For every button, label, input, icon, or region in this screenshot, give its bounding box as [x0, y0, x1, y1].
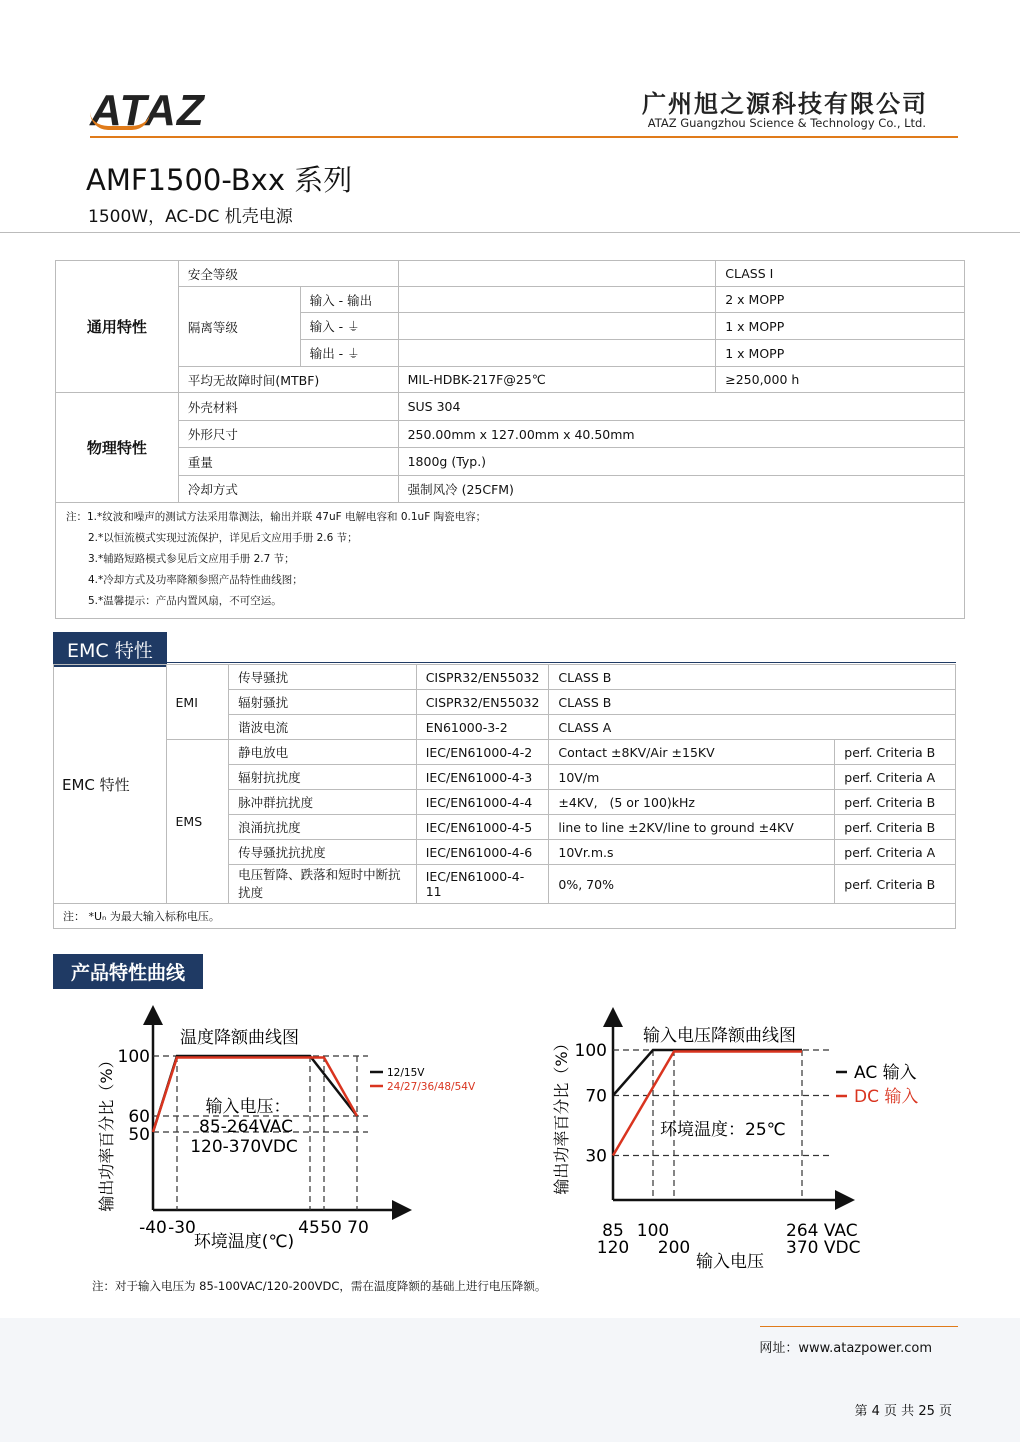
chart1-x-tick: -40	[139, 1218, 167, 1238]
company-logo: ATAZ	[90, 86, 205, 135]
emc-item: 浪涌抗扰度	[229, 815, 417, 840]
iso-value: 2 x MOPP	[716, 287, 965, 313]
mtbf-value: ≥250,000 h	[716, 367, 965, 393]
emc-standard: IEC/EN61000-4-11	[416, 865, 549, 904]
chart1-xlabel: 环境温度(℃)	[193, 1232, 295, 1252]
physical-label: 外形尺寸	[178, 421, 398, 448]
emc-table	[53, 664, 956, 929]
iso-label: 输出 - ⏚	[300, 340, 398, 367]
chart2-x-tick: 120	[596, 1238, 630, 1258]
note-line: 4.*冷却方式及功率降额参照产品特性曲线图；	[88, 574, 303, 586]
emc-heading-line	[53, 662, 956, 663]
chart2-ylabel: 输出功率百分比（%）	[552, 1035, 571, 1195]
page-number: 第 4 页 共 25 页	[854, 1404, 952, 1419]
emc-level: Contact ±8KV/Air ±15KV	[549, 740, 835, 765]
footer-divider	[760, 1326, 958, 1327]
physical-value: SUS 304	[398, 393, 964, 421]
iso-value: 1 x MOPP	[716, 313, 965, 340]
emc-criteria: perf. Criteria B	[835, 790, 956, 815]
emc-standard: IEC/EN61000-4-6	[416, 840, 549, 865]
isolation-label: 隔离等级	[178, 287, 300, 367]
emc-standard: EN61000-3-2	[416, 715, 549, 740]
chart1-y-tick: 50	[128, 1125, 150, 1145]
safety-class-label: 安全等级	[178, 261, 398, 287]
physical-value: 1800g (Typ.)	[398, 448, 964, 476]
safety-class-value: CLASS I	[716, 261, 965, 287]
emc-level: 10V/m	[549, 765, 835, 790]
chart2-y-tick: 70	[585, 1086, 607, 1107]
emc-item: 静电放电	[229, 740, 417, 765]
temperature-derating-chart	[90, 1005, 476, 1270]
chart2-x-tick: 85	[602, 1221, 624, 1241]
chart2-y-tick: 30	[585, 1146, 607, 1167]
chart1-annotation: 120-370VDC	[190, 1137, 298, 1157]
chart2-x-tick: 200	[657, 1238, 691, 1258]
emc-section-heading: EMC 特性	[53, 632, 167, 667]
chart2-legend-label: DC 输入	[854, 1087, 919, 1107]
curves-note: 注：对于输入电压为 85-100VAC/120-200VDC，需在温度降额的基础上进行电压降额。	[92, 1279, 547, 1293]
chart2-annotation: 环境温度：25℃	[660, 1120, 786, 1140]
page-title: AMF1500-Bxx 系列	[86, 163, 353, 197]
emc-standard: CISPR32/EN55032	[416, 690, 549, 715]
emc-level: CLASS B	[549, 665, 956, 690]
note-line: 注：1.*纹波和噪声的测试方法采用靠测法，输出并联 47uF 电解电容和 0.1uF 陶瓷电容；	[66, 511, 487, 523]
emc-item: 脉冲群抗扰度	[229, 790, 417, 815]
emc-item: 辐射抗扰度	[229, 765, 417, 790]
emc-level: 0%, 70%	[549, 865, 835, 904]
chart2-legend-label: AC 输入	[854, 1063, 917, 1083]
physical-label: 重量	[178, 448, 398, 476]
page-subtitle: 1500W，AC-DC 机壳电源	[88, 207, 293, 227]
chart1-legend-label: 24/27/36/48/54V	[387, 1081, 476, 1093]
emc-item: 谐波电流	[229, 715, 417, 740]
physical-label: 冷却方式	[178, 476, 398, 503]
mtbf-label: 平均无故障时间(MTBF)	[178, 367, 398, 393]
iso-value: 1 x MOPP	[716, 340, 965, 367]
company-name-cn: 广州旭之源科技有限公司	[642, 90, 928, 118]
voltage-derating-chart	[545, 1005, 945, 1275]
chart2-title: 输入电压降额曲线图	[643, 1026, 796, 1046]
emc-standard: CISPR32/EN55032	[416, 665, 549, 690]
iso-label: 输入 - ⏚	[300, 313, 398, 340]
emc-criteria: perf. Criteria B	[835, 865, 956, 904]
chart1-annotation: 85-264VAC	[199, 1117, 293, 1137]
title-divider	[0, 232, 1020, 233]
chart1-annotation: 输入电压：	[205, 1097, 291, 1117]
mtbf-condition: MIL-HDBK-217F@25℃	[398, 367, 716, 393]
iso-label: 输入 - 输出	[300, 287, 398, 313]
emc-criteria: perf. Criteria A	[835, 765, 956, 790]
note-line: 3.*辅路短路模式参见后文应用手册 2.7 节；	[88, 553, 295, 565]
emc-level: CLASS B	[549, 690, 956, 715]
emc-group: EMC 特性	[54, 665, 167, 904]
chart1-legend-label: 12/15V	[387, 1067, 425, 1079]
chart1-x-tick: 45	[298, 1218, 320, 1238]
emc-item: 传导骚扰	[229, 665, 417, 690]
chart2-xlabel: 输入电压	[696, 1252, 764, 1272]
physical-label: 外壳材料	[178, 393, 398, 421]
emc-level: CLASS A	[549, 715, 956, 740]
header-divider	[90, 136, 958, 138]
curves-section-heading: 产品特性曲线	[53, 954, 203, 989]
emi-label: EMI	[166, 665, 229, 740]
chart2-x-tick: 100	[636, 1221, 670, 1241]
emc-standard: IEC/EN61000-4-4	[416, 790, 549, 815]
note-line: 2.*以恒流模式实现过流保护，详见后文应用手册 2.6 节；	[88, 532, 358, 544]
emc-note: 注： *Uₙ 为最大输入标称电压。	[54, 904, 956, 929]
logo-swoosh	[90, 112, 150, 130]
emc-level: ±4KV, (5 or 100)kHz	[549, 790, 835, 815]
emc-standard: IEC/EN61000-4-3	[416, 765, 549, 790]
emc-standard: IEC/EN61000-4-2	[416, 740, 549, 765]
physical-value: 强制风冷 (25CFM)	[398, 476, 964, 503]
group-physical: 物理特性	[56, 393, 179, 503]
chart2-series-line	[613, 1050, 802, 1096]
physical-value: 250.00mm x 127.00mm x 40.50mm	[398, 421, 964, 448]
chart1-x-tick: 70	[347, 1218, 369, 1238]
chart2-x-tick: 370 VDC	[786, 1238, 861, 1258]
company-name-en: ATAZ Guangzhou Science & Technology Co., Ltd.	[647, 116, 926, 130]
website-link[interactable]: 网址：www.atazpower.com	[759, 1341, 932, 1356]
note-line: 5.*温馨提示：产品内置风扇，不可空运。	[88, 595, 282, 607]
emc-item: 电压暂降、跌落和短时中断抗扰度	[229, 865, 417, 904]
emc-criteria: perf. Criteria B	[835, 740, 956, 765]
emc-item: 传导骚扰抗扰度	[229, 840, 417, 865]
emc-standard: IEC/EN61000-4-5	[416, 815, 549, 840]
chart1-x-tick: -30	[168, 1218, 196, 1238]
chart1-ylabel: 输出功率百分比（%）	[97, 1052, 116, 1212]
emc-criteria: perf. Criteria B	[835, 815, 956, 840]
emc-level: line to line ±2KV/line to ground ±4KV	[549, 815, 835, 840]
ems-label: EMS	[166, 740, 229, 904]
general-spec-table	[55, 260, 965, 619]
emc-criteria: perf. Criteria A	[835, 840, 956, 865]
emc-item: 辐射骚扰	[229, 690, 417, 715]
chart2-y-tick: 100	[574, 1041, 607, 1061]
chart2-x-tick: 264 VAC	[786, 1221, 858, 1241]
chart1-x-tick: 50	[320, 1218, 342, 1238]
chart1-y-tick: 60	[128, 1107, 150, 1127]
chart1-title: 温度降额曲线图	[180, 1028, 299, 1048]
group-general: 通用特性	[56, 261, 179, 393]
general-notes	[56, 503, 965, 619]
chart1-y-tick: 100	[117, 1047, 150, 1067]
emc-level: 10Vr.m.s	[549, 840, 835, 865]
